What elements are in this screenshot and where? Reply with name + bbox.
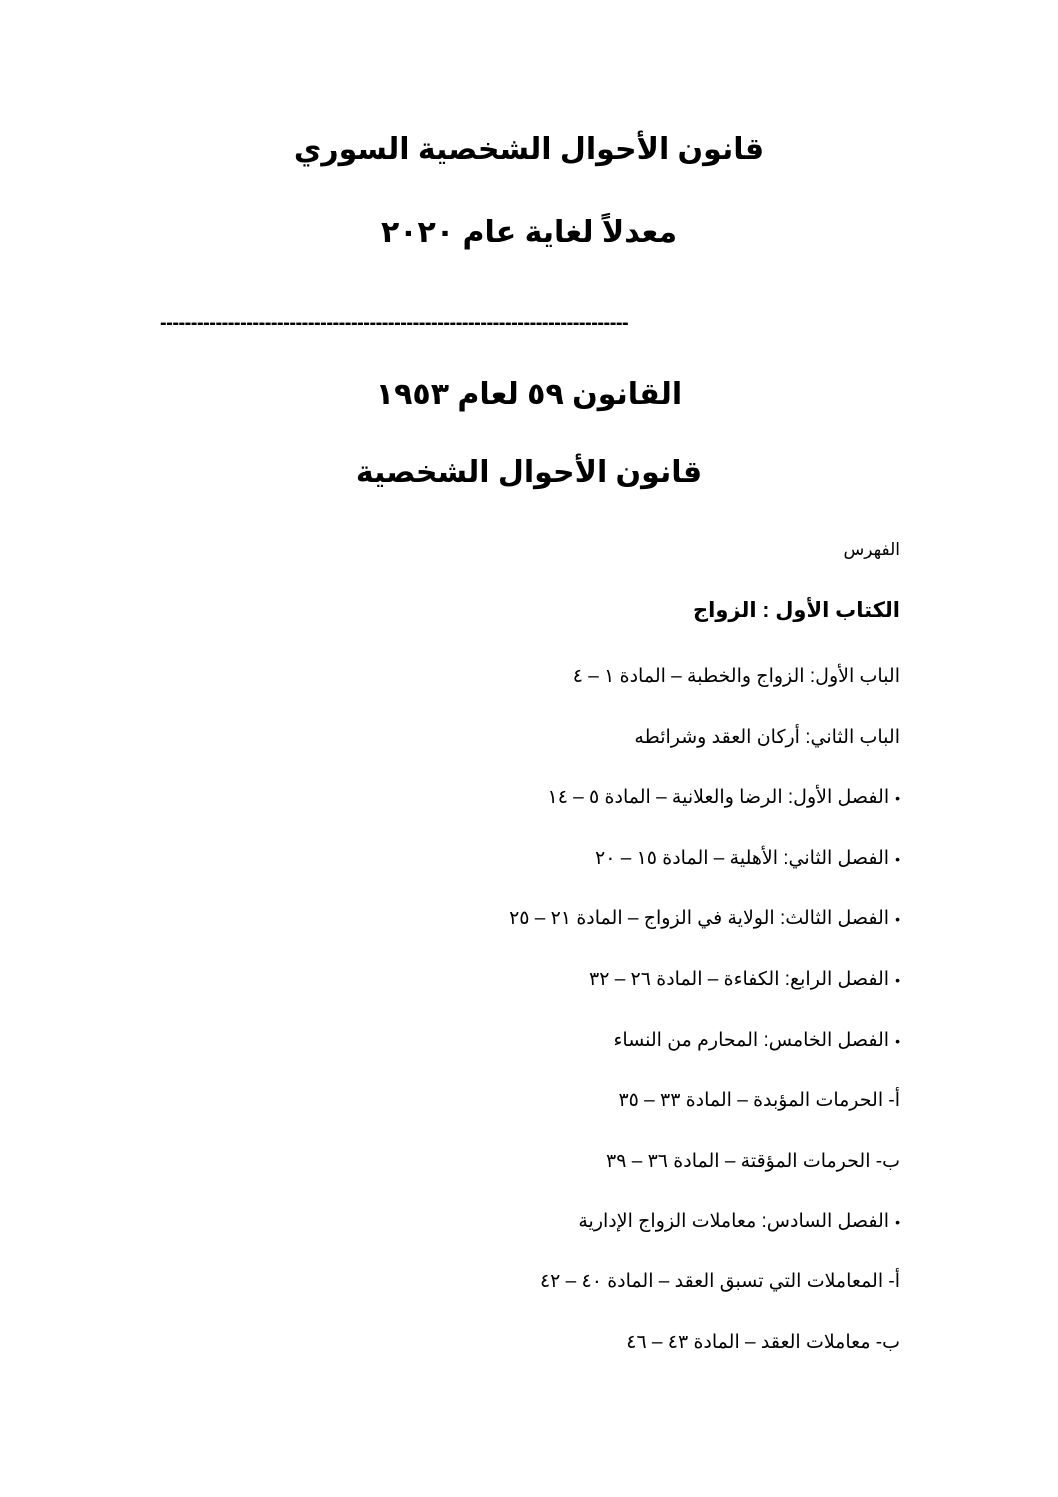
toc-item-section-2 [595,847,900,870]
bullet-icon: • [895,789,900,806]
law-number-heading: القانون ٥٩ لعام ١٩٥٣ [375,378,683,411]
toc-item-section-4 [589,968,900,991]
toc-item-subsection-b [606,1150,900,1173]
toc-item-text: أ- المعاملات التي تسبق العقد – المادة ٤٠ – ٤٢ [539,1271,900,1292]
book-heading: الكتاب الأول : الزواج [693,599,900,622]
toc-item-chapter-1 [573,665,900,688]
toc-item-text: الفصل الخامس: المحارم من النساء [613,1030,890,1051]
toc-item-section-6 [578,1210,900,1233]
toc-item-text: أ- الحرمات المؤبدة – المادة ٣٣ – ٣٥ [618,1090,900,1111]
toc-item-text: الفصل الأول: الرضا والعلانية – المادة ٥ – ١٤ [547,787,890,808]
toc-item-section-3 [509,907,900,930]
bullet-icon: • [895,1032,900,1049]
toc-item-text: الباب الأول: الزواج والخطبة – المادة ١ – ٤ [572,666,900,687]
toc-item-subsection-a2 [540,1270,900,1293]
document-subtitle: معدلاً لغاية عام ٢٠٢٠ [380,216,678,249]
toc-item-text: الفصل الثاني: الأهلية – المادة ١٥ – ٢٠ [595,848,890,869]
toc-item-text: الباب الثاني: أركان العقد وشرائطه [634,727,900,748]
toc-item-chapter-2 [634,726,900,749]
toc-item-text: الفصل الثالث: الولاية في الزواج – المادة ٢١ – ٢٥ [509,908,890,929]
toc-heading: الفهرس [843,540,900,559]
toc-item-subsection-a [618,1089,900,1112]
toc-item-text: ب- الحرمات المؤقتة – المادة ٣٦ – ٣٩ [606,1151,900,1172]
toc-item-text: ب- معاملات العقد – المادة ٤٣ – ٤٦ [626,1332,900,1353]
toc-item-subsection-b2 [626,1331,900,1354]
law-name-heading: قانون الأحوال الشخصية [355,456,703,489]
bullet-icon: • [895,910,900,927]
document-title: قانون الأحوال الشخصية السوري [293,133,765,166]
bullet-icon: • [895,971,900,988]
toc-item-text: الفصل الرابع: الكفاءة – المادة ٢٦ – ٣٢ [589,969,890,990]
separator-line: ---------------------------------------------------------------------------- [160,312,629,334]
toc-item-section-5 [613,1029,900,1052]
toc-item-section-1 [547,786,900,809]
bullet-icon: • [895,1213,900,1230]
bullet-icon: • [895,850,900,867]
toc-item-text: الفصل السادس: معاملات الزواج الإدارية [578,1211,890,1232]
